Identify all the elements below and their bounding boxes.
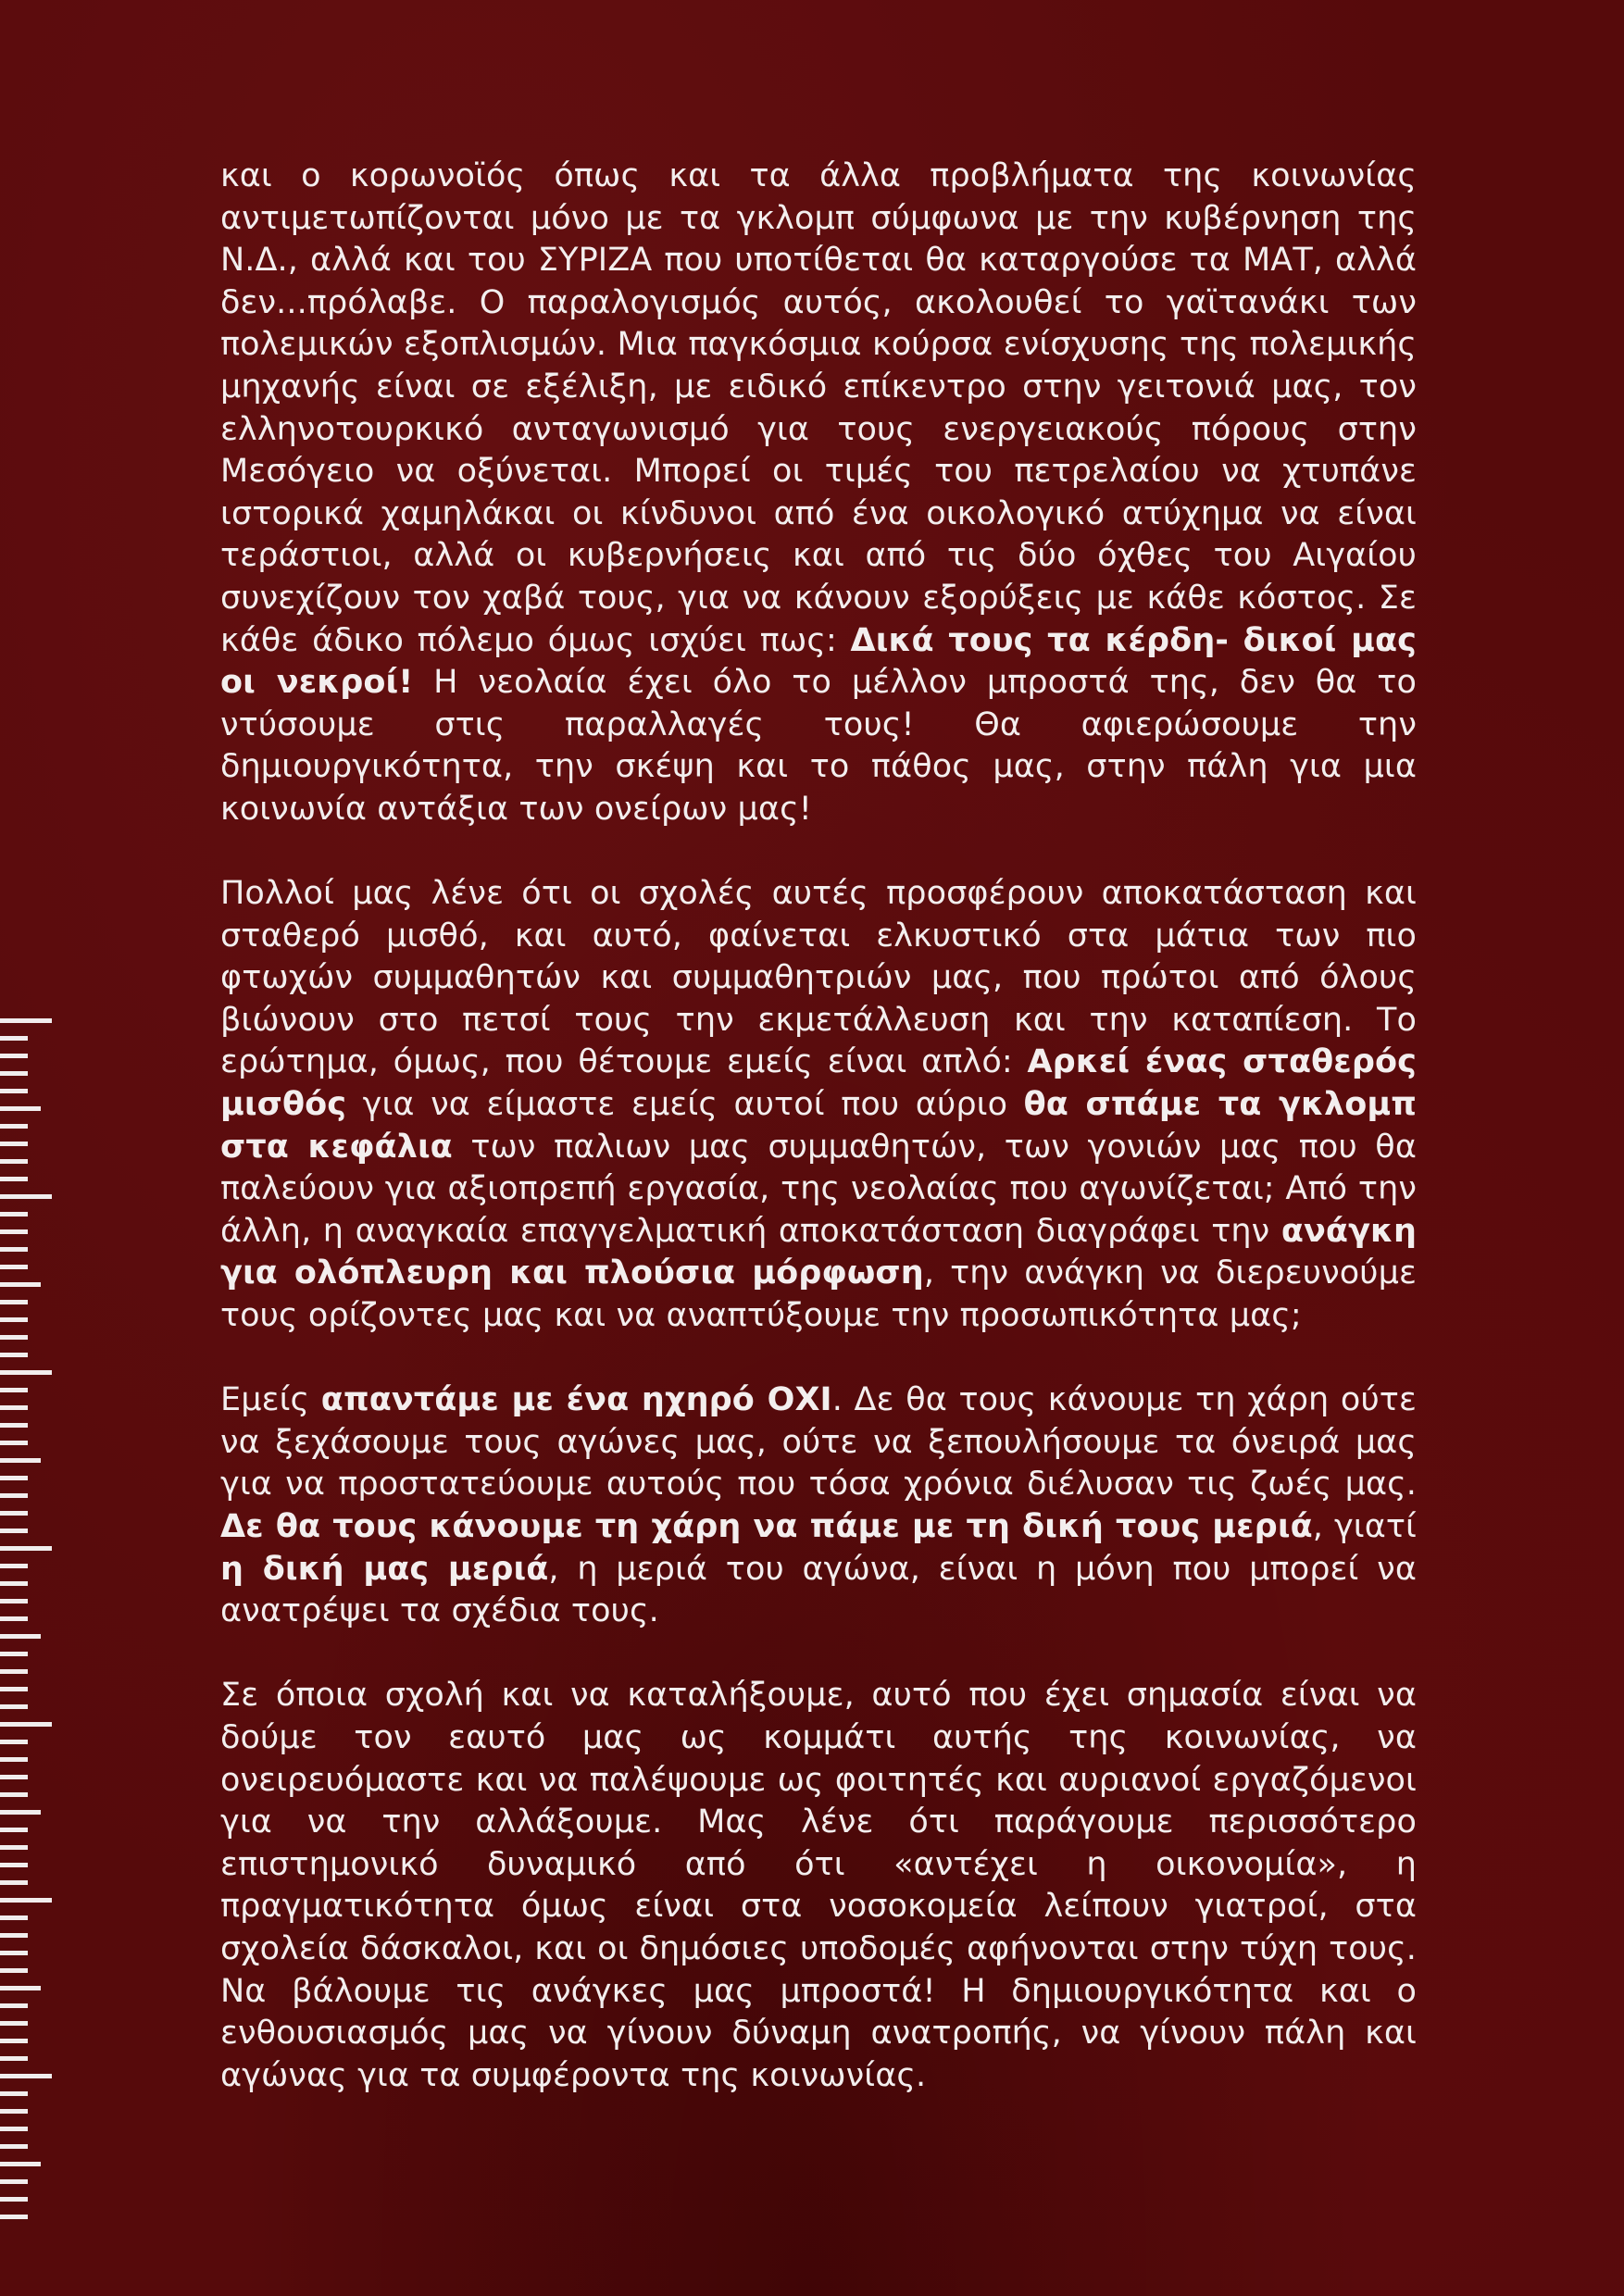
- ruler-tick: [0, 1300, 28, 1304]
- ruler-tick: [0, 1194, 52, 1199]
- paragraph-1: [220, 156, 1417, 831]
- text-run: για να είμαστε εμείς αυτοί που αύριο: [346, 1086, 1024, 1124]
- ruler-tick: [0, 1265, 28, 1269]
- text-run: Πολλοί μας λένε ότι οι σχολές αυτές προσφέρουν αποκατάσταση και σταθερό μισθό, και αυτό, φαίνεται ελκυστικό στα μάτια των πιο φτωχών συμμαθητών και συμμαθητριών μας, που πρώτοι από όλους βιώνουν στο πετσί τους την εκμετάλλευση και την καταπίεση. Το ερώτημα, όμως, που θέτουμε εμείς είναι απλό:: [220, 875, 1417, 1081]
- text-run: Εμείς: [220, 1381, 321, 1419]
- ruler-tick: [0, 1071, 28, 1076]
- ruler-tick: [0, 1142, 28, 1146]
- ruler-tick: [0, 1229, 28, 1234]
- text-run: . Δε θα τους κάνουμε τη χάρη ούτε να ξεχάσουμε τους αγώνες μας, ούτε να ξεπουλήσουμε τα όνειρά μας για να προστατεύουμε αυτούς που τόσα χρόνια διέλυσαν τις ζωές μας.: [220, 1381, 1417, 1504]
- ruler-tick: [0, 2039, 28, 2043]
- ruler-tick: [0, 2056, 28, 2061]
- ruler-tick: [0, 1775, 28, 1779]
- ruler-tick: [0, 1933, 28, 1938]
- ruler-tick: [0, 2179, 28, 2184]
- ruler-tick: [0, 2091, 28, 2096]
- text-run: , γιατί: [1312, 1508, 1417, 1545]
- text-run: , η μεριά του αγώνα, είναι η μόνη που μπορεί να ανατρέψει τα σχέδια τους.: [220, 1550, 1418, 1630]
- ruler-tick: [0, 2144, 28, 2149]
- text-run: Σε όποια σχολή και να καταλήξουμε, αυτό που έχει σημασία είναι να δούμε τον εαυτό μας ως κομμάτι αυτής της κοινωνίας, να ονειρευόμαστε και να παλέψουμε ως φοιτητές και αυριανοί εργαζόμενοι για να την αλλάξουμε. Μας λένε ότι παράγουμε περισσότερο επιστημονικό δυναμικό από ότι «αντέχει η οικονομία», η πραγματικότητα όμως είναι στα νοσοκομεία λείπουν γιατροί, στα σχολεία δάσκαλοι, και οι δημόσιες υποδομές αφήνονται στην τύχη τους. Να βάλουμε τις ανάγκες μας μπροστά! Η δημιουργικότητα και ο ενθουσιασμός μας να γίνουν δύναμη ανατροπής, να γίνουν πάλη και αγώνας για τα συμφέροντα της κοινωνίας.: [220, 1677, 1417, 2094]
- paragraph-2: [220, 873, 1417, 1338]
- ruler-tick: [0, 1915, 28, 1920]
- ruler-tick: [0, 2021, 28, 2026]
- ruler-tick: [0, 1159, 28, 1164]
- ruler-tick: [0, 1704, 28, 1709]
- text-run: των παλιων μας συμμαθητών, των γονιών μας που θα παλεύουν για αξιοπρεπή εργασία, της νεολαίας που αγωνίζεται; Από την άλλη, η αναγκαία επαγγελματική αποκατάσταση διαγράφει την: [220, 1128, 1417, 1250]
- ruler-tick: [0, 1740, 28, 1744]
- ruler-tick: [0, 2127, 28, 2131]
- ruler-tick: [0, 1493, 28, 1498]
- ruler-tick: [0, 1282, 41, 1287]
- text-run: Η νεολαία έχει όλο το μέλλον μπροστά της, δεν θα το ντύσουμε στις παραλλαγές τους! Θα αφιερώσουμε την δημιουργικότητα, την σκέψη και το πάθος μας, στην πάλη για μια κοινωνία αντάξια των ονείρων μας!: [220, 664, 1417, 828]
- ruler-tick: [0, 1423, 28, 1428]
- ruler-decoration: [0, 1018, 56, 2231]
- ruler-tick: [0, 1828, 28, 1832]
- bold-phrase: θα σπάμε τα γκλομπ στα κεφάλια: [220, 1086, 1417, 1166]
- ruler-tick: [0, 1863, 28, 1867]
- bold-phrase: Δικά τους τα κέρδη- δικοί μας οι νεκροί!: [220, 621, 1417, 702]
- bold-phrase: απαντάμε με ένα ηχηρό ΟΧΙ: [320, 1381, 832, 1419]
- ruler-tick: [0, 1634, 41, 1639]
- ruler-tick: [0, 1845, 28, 1850]
- bold-phrase: Αρκεί ένας σταθερός μισθός: [220, 1043, 1417, 1124]
- ruler-tick: [0, 1687, 28, 1691]
- ruler-tick: [0, 1792, 28, 1797]
- ruler-tick: [0, 1810, 41, 1815]
- ruler-tick: [0, 1476, 28, 1480]
- text-run: , την ανάγκη να διερευνούμε τους ορίζοντες μας και να αναπτύξουμε την προσωπικότητα μας;: [220, 1254, 1417, 1335]
- ruler-tick: [0, 1757, 28, 1762]
- article-body: [220, 156, 1417, 2097]
- ruler-tick: [0, 2197, 28, 2202]
- ruler-tick: [0, 1370, 52, 1375]
- ruler-tick: [0, 1247, 28, 1252]
- ruler-tick: [0, 1036, 28, 1041]
- ruler-tick: [0, 1458, 41, 1463]
- ruler-tick: [0, 1054, 28, 1058]
- ruler-tick: [0, 1880, 28, 1885]
- ruler-tick: [0, 1599, 28, 1603]
- ruler-tick: [0, 1968, 28, 1973]
- ruler-tick: [0, 2215, 28, 2219]
- ruler-tick: [0, 1722, 52, 1727]
- ruler-tick: [0, 2074, 52, 2078]
- ruler-tick: [0, 2162, 41, 2166]
- text-run: και ο κορωνοϊός όπως και τα άλλα προβλήματα της κοινωνίας αντιμετωπίζονται μόνο με τα γκλομπ σύμφωνα με την κυβέρνηση της Ν.Δ., αλλά και του ΣΥΡΙΖΑ που υποτίθεται θα καταργούσε τα ΜΑΤ, αλλά δεν...πρόλαβε. Ο παραλογισμός αυτός, ακολουθεί το γαϊτανάκι των πολεμικών εξοπλισμών. Μια παγκόσμια κούρσα ενίσχυσης της πολεμικής μηχανής είναι σε εξέλιξη, με ειδικό επίκεντρο στην γειτονιά μας, τον ελληνοτουρκικό ανταγωνισμό για τους ενεργειακούς πόρους στην Μεσόγειο να οξύνεται. Μπορεί οι τιμές του πετρελαίου να χτυπάνε ιστορικά χαμηλάκαι οι κίνδυνοι από ένα οικολογικό ατύχημα να είναι τεράστιοι, αλλά οι κυβερνήσεις και από τις δύο όχθες του Αιγαίου συνεχίζουν τον χαβά τους, για να κάνουν εξορύξεις με κάθε κόστος. Σε κάθε άδικο πόλεμο όμως ισχύει πως:: [220, 157, 1417, 659]
- bold-phrase: Δε θα τους κάνουμε τη χάρη να πάμε με τη δική τους μεριά: [220, 1508, 1313, 1545]
- ruler-tick: [0, 2003, 28, 2008]
- ruler-tick: [0, 2109, 28, 2114]
- ruler-tick: [0, 1335, 28, 1340]
- ruler-tick: [0, 1388, 28, 1392]
- ruler-tick: [0, 1511, 28, 1516]
- ruler-tick: [0, 1441, 28, 1445]
- ruler-tick: [0, 1317, 28, 1322]
- ruler-tick: [0, 1405, 28, 1410]
- ruler-tick: [0, 1106, 41, 1111]
- ruler-tick: [0, 1652, 28, 1656]
- ruler-tick: [0, 1089, 28, 1093]
- ruler-tick: [0, 1124, 28, 1129]
- paragraph-4: [220, 1675, 1417, 2097]
- ruler-tick: [0, 1212, 28, 1217]
- ruler-tick: [0, 1546, 52, 1551]
- ruler-tick: [0, 1951, 28, 1955]
- ruler-tick: [0, 1669, 28, 1674]
- ruler-tick: [0, 1018, 52, 1023]
- bold-phrase: ανάγκη για ολόπλευρη και πλούσια μόρφωση: [220, 1212, 1417, 1292]
- ruler-tick: [0, 1177, 28, 1181]
- ruler-tick: [0, 1353, 28, 1357]
- ruler-tick: [0, 1898, 52, 1903]
- ruler-tick: [0, 1564, 28, 1568]
- ruler-tick: [0, 1616, 28, 1621]
- ruler-tick: [0, 1529, 28, 1533]
- ruler-tick: [0, 1581, 28, 1586]
- paragraph-3: [220, 1379, 1417, 1633]
- ruler-tick: [0, 1986, 41, 1990]
- bold-phrase: η δική μας μεριά: [220, 1550, 549, 1588]
